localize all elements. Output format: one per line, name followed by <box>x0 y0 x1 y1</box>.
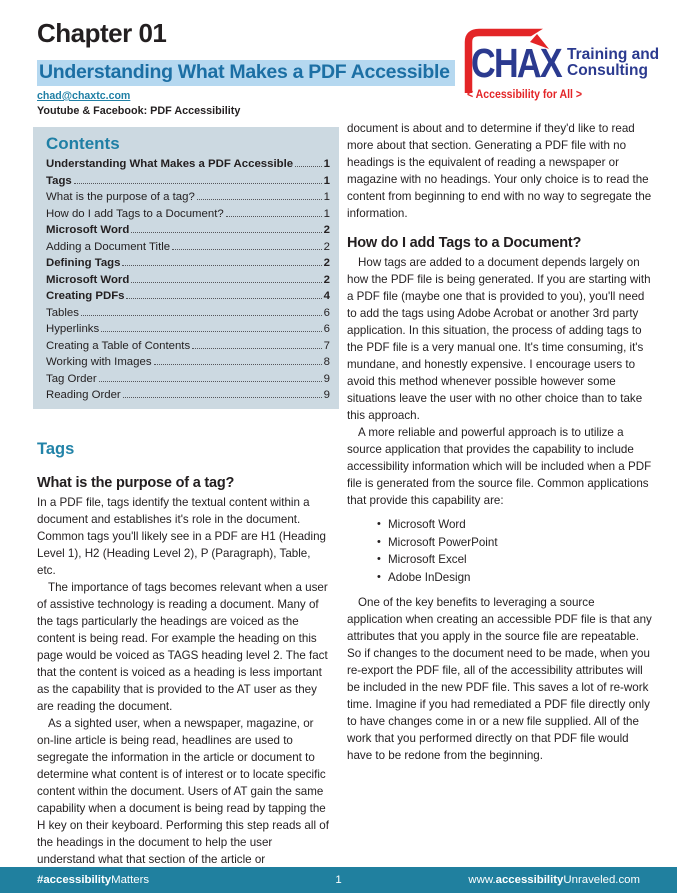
footer-website-link[interactable] <box>342 874 640 886</box>
toc-dotted-leader <box>192 348 321 349</box>
toc-entry-label: Tags <box>46 174 72 187</box>
toc-entry[interactable] <box>46 241 330 258</box>
toc-dotted-leader <box>172 249 322 250</box>
toc-dotted-leader <box>81 315 322 316</box>
toc-entry-page: 4 <box>323 290 330 302</box>
list-item: • Microsoft Word <box>347 516 653 534</box>
page-number: 1 <box>335 874 342 886</box>
toc-dotted-leader <box>101 331 321 332</box>
toc-entry-page: 1 <box>323 191 330 203</box>
toc-entry-label: Defining Tags <box>46 257 121 269</box>
toc-entry[interactable] <box>46 307 330 324</box>
toc-entry-label: Creating a Table of Contents <box>46 339 191 352</box>
toc-entry[interactable] <box>46 373 330 390</box>
toc-entry-page: 9 <box>323 372 330 385</box>
toc-entry[interactable] <box>46 389 330 406</box>
toc-entry-label: Microsoft Word <box>46 224 130 236</box>
toc-entry[interactable] <box>46 340 330 357</box>
contents-title: Contents <box>46 134 120 153</box>
footer-url-bold: accessibility <box>495 874 564 886</box>
toc-dotted-leader <box>131 282 321 283</box>
footer-hashtag <box>37 874 335 886</box>
toc-entry-label: Adding a Document Title <box>46 240 171 253</box>
toc-entry-page: 1 <box>323 174 330 187</box>
toc-entry-page: 2 <box>323 257 330 269</box>
toc-entry-label: How do I add Tags to a Document? <box>46 207 224 220</box>
toc-entry-page: 1 <box>323 158 330 170</box>
body-paragraph: The importance of tags becomes relevant when a user of assistive technology is reading a document. Many of the tags particularly the headings are voiced as the content is being read. For example the heading on this page would be voiced as TAGS heading level 2. The fact that the content is voiced as a heading is less important as the capability that is provided to the AT user as they are reading the document. <box>37 581 328 713</box>
toc-dotted-leader <box>123 397 322 398</box>
toc-entry-page: 6 <box>323 323 330 335</box>
toc-entry[interactable] <box>46 175 330 192</box>
chapter-title: Chapter 01 <box>37 18 167 48</box>
table-of-contents <box>33 127 339 409</box>
toc-entry-label: Understanding What Makes a PDF Accessible <box>46 158 294 170</box>
body-paragraph: In a PDF file, tags identify the textual content within a document and establishes it's role in the document. Common tags you'll likely see in a PDF are H1 (Heading Level 1), H2 (Heading Level 2), P (Paragraph), Table, etc. <box>37 496 326 577</box>
toc-entry[interactable] <box>46 274 330 291</box>
body-paragraph: As a sighted user, when a newspaper, magazine, or on-line article is being read, headlines are used to segregate the information in the article or document to determine what content is of interest or to locate specific content within the document. Users of AT gain the same capability when a document is being read by tapping the H key on their keyboard. Performing this step reads all of the headings in the document to help the user understand what that section of the article or <box>37 717 329 866</box>
toc-entry[interactable] <box>46 158 330 175</box>
toc-entry[interactable] <box>46 323 330 340</box>
toc-entry[interactable] <box>46 208 330 225</box>
body-paragraph: A more reliable and powerful approach is to utilize a source application that provides the capability to include accessibility information which will be included when a PDF file is generated from the source file. Common applications that provide this capability are: <box>347 426 652 507</box>
list-item: • Microsoft Excel <box>347 551 653 569</box>
list-item: • Microsoft PowerPoint <box>347 534 653 552</box>
toc-entry-page: 2 <box>323 224 330 236</box>
body-paragraph: One of the key benefits to leveraging a source application when creating an accessible PDF file is that any attributes that you apply in the source file are repeatable. So if changes to the document need to be made, when you re-export the PDF file, all of the accessibility attributes will be included in the new PDF file. This saves a lot of re-work time. Imagine if you had remediated a PDF file directly only to have changes come in or a new file supplied. All of the work that you performed directly on that PDF file would have to be redone from the beginning. <box>347 596 652 762</box>
logo-tagline-line1: Training and <box>567 46 659 63</box>
email-link[interactable]: chad@chaxtc.com <box>37 90 131 102</box>
body-paragraph: document is about and to determine if they'd like to read more about that section. Generating a PDF file with no headings is the equivalent of reading a newspaper or magazine with no headings. Your only choice is to read the content from beginning to end with no way to segregate the information. <box>347 122 652 220</box>
toc-dotted-leader <box>295 166 322 167</box>
toc-dotted-leader <box>226 216 322 217</box>
toc-dotted-leader <box>154 364 322 365</box>
footer-url-prefix: www. <box>468 874 496 886</box>
footer-hashtag-regular: Matters <box>111 874 150 886</box>
toc-entry-page: 8 <box>323 356 330 368</box>
toc-dotted-leader <box>126 298 321 299</box>
list-item: • Adobe InDesign <box>347 569 653 587</box>
page-footer <box>0 867 677 893</box>
toc-entry-label: Reading Order <box>46 389 121 401</box>
logo-brand-text: CHAX <box>471 40 563 86</box>
toc-entry-page: 7 <box>323 339 330 352</box>
toc-entry-label: Hyperlinks <box>46 323 100 335</box>
right-column <box>347 120 653 764</box>
toc-entry-label: Tag Order <box>46 372 97 385</box>
page-title: Understanding What Makes a PDF Accessible <box>37 60 455 86</box>
toc-entry-page: 1 <box>323 207 330 220</box>
toc-entry-label: Microsoft Word <box>46 273 130 286</box>
body-paragraph: How tags are added to a document depends largely on how the PDF file is being generated. If you are starting with a PDF file (maybe one that is provided to you), you'll need to add the tags using Adobe Acrobat or another 3rd party application. In this situation, the process of adding tags to the PDF file is a very manual one. It's time consuming, it's mundane, and honestly expensive. I encourage users to avoid this method whenever possible however some situations leave the user with no other choice than to take this approach. <box>347 256 651 422</box>
heading-purpose-of-tag: What is the purpose of a tag? <box>37 475 235 491</box>
logo-tagline-line2: Consulting <box>567 62 648 79</box>
toc-entry[interactable] <box>46 290 330 307</box>
toc-entry[interactable] <box>46 191 330 208</box>
toc-entry-label: Working with Images <box>46 356 152 368</box>
toc-entry-page: 6 <box>323 306 330 319</box>
toc-entry-page: 9 <box>323 389 330 401</box>
toc-dotted-leader <box>99 381 322 382</box>
toc-dotted-leader <box>197 199 322 200</box>
page-header <box>37 18 457 117</box>
toc-entry[interactable] <box>46 224 330 241</box>
toc-entry-label: Tables <box>46 306 79 319</box>
toc-entry-label: What is the purpose of a tag? <box>46 191 195 203</box>
toc-dotted-leader <box>74 183 322 184</box>
toc-dotted-leader <box>131 232 321 233</box>
toc-dotted-leader <box>122 265 321 266</box>
toc-entry[interactable] <box>46 257 330 274</box>
section-heading-tags: Tags <box>37 440 75 458</box>
toc-entry-page: 2 <box>323 240 330 253</box>
logo-motto: < Accessibility for All > <box>467 89 583 101</box>
heading-add-tags: How do I add Tags to a Document? <box>347 235 582 251</box>
toc-entry[interactable] <box>46 356 330 373</box>
toc-entry-page: 2 <box>323 273 330 286</box>
left-column <box>37 441 332 868</box>
social-line: Youtube & Facebook: PDF Accessibility <box>37 105 241 117</box>
chax-logo <box>457 13 659 107</box>
footer-hashtag-bold: #accessibility <box>37 874 112 886</box>
chax-logo-graphic <box>457 13 659 107</box>
toc-entry-label: Creating PDFs <box>46 290 125 302</box>
footer-url-suffix: Unraveled.com <box>563 874 640 886</box>
application-bullet-list <box>347 516 653 586</box>
